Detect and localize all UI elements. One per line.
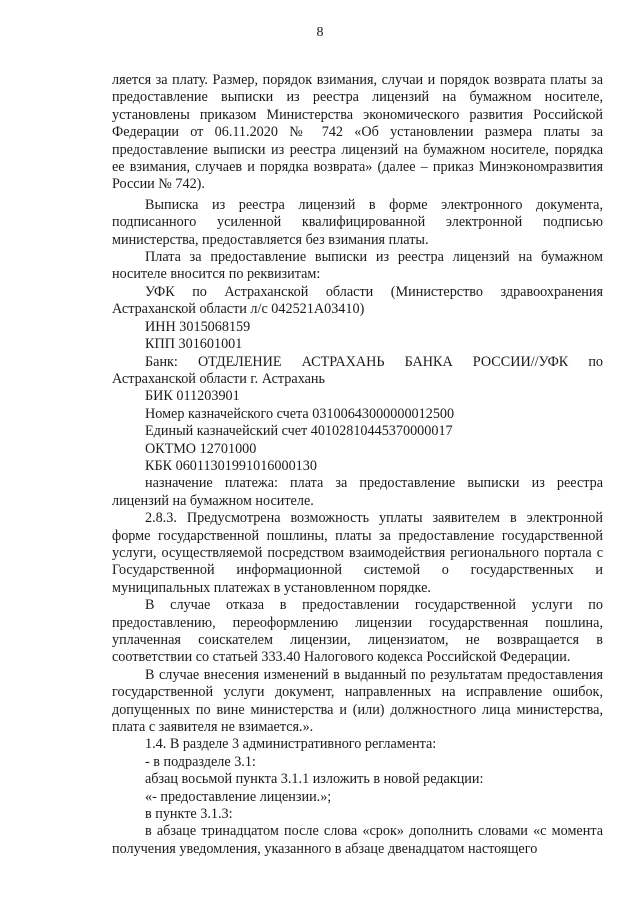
paragraph: Плата за предоставление выписки из реестра лицензий на бумажном носителе вносится по реквизитам:	[112, 249, 603, 283]
paragraph: УФК по Астраханской области (Министерство здравоохранения Астраханской области л/с 042521A03410)	[112, 283, 603, 318]
paragraph: абзац восьмой пункта 3.1.1 изложить в новой редакции:	[145, 771, 484, 788]
paragraph: - в подразделе 3.1:	[145, 753, 256, 770]
paragraph: в абзаце тринадцатом после слова «срок» дополнить словами «с момента получения уведомления, указанного в абзаце двенадцатом настоящего	[112, 823, 603, 857]
paragraph: 2.8.3. Предусмотрена возможность уплаты заявителем в электронной форме государственной пошлины, платы за предоставление государственной услуги, осуществляемой посредством взаимодействия регионального портала с Государственной информационной системой о государственных и муниципальных платежах в установленном порядке.	[112, 510, 603, 596]
paragraph: в пункте 3.1.3:	[145, 806, 233, 823]
document-body	[112, 72, 603, 858]
paragraph: Банк: ОТДЕЛЕНИЕ АСТРАХАНЬ БАНКА РОССИИ//УФК по Астраханской области г. Астрахань	[112, 353, 603, 387]
paragraph: Выписка из реестра лицензий в форме электронного документа, подписанного усиленной квалифицированной электронной подписью министерства, предоставляется без взимания платы.	[112, 196, 603, 248]
paragraph: В случае отказа в предоставлении государственной услуги по предоставлению, переоформлению лицензии государственная пошлина, уплаченная соискателем лицензии, лицензиатом, не возвращается в соответствии со статьей 333.40 Налогового кодекса Российской Федерации.	[112, 597, 603, 666]
paragraph: БИК 011203901	[145, 388, 240, 405]
paragraph: «- предоставление лицензии.»;	[145, 788, 332, 805]
paragraph: 1.4. В разделе 3 административного регламента:	[145, 736, 437, 753]
paragraph: назначение платежа: плата за предоставление выписки из реестра лицензий на бумажном носителе.	[112, 475, 603, 509]
page-number: 8	[316, 25, 324, 40]
paragraph: ОКТМО 12701000	[145, 440, 257, 457]
paragraph: ляется за плату. Размер, порядок взимания, случаи и порядок возврата платы за предоставление выписки из реестра лицензий на бумажном носителе, установлены приказом Министерства экономического развития Российской Федерации от 06.11.2020 № 742 «Об установлении размера платы за предоставление выписки из реестра лицензий на бумажном носителе, порядка ее взимания, случаев и порядка возврата» (далее – приказ Минэкономразвития России № 742).	[112, 72, 603, 193]
paragraph: Единый казначейский счет 40102810445370000017	[145, 423, 453, 440]
paragraph: КПП 301601001	[145, 336, 243, 353]
paragraph: В случае внесения изменений в выданный по результатам предоставления государственной услуги документ, направленных на исправление ошибок, допущенных по вине министерства и (или) должностного лица министерства, плата с заявителя не взимается.».	[112, 666, 603, 736]
paragraph: Номер казначейского счета 03100643000000012500	[145, 405, 455, 422]
paragraph: КБК 06011301991016000130	[145, 457, 317, 474]
paragraph: ИНН 3015068159	[145, 318, 251, 335]
